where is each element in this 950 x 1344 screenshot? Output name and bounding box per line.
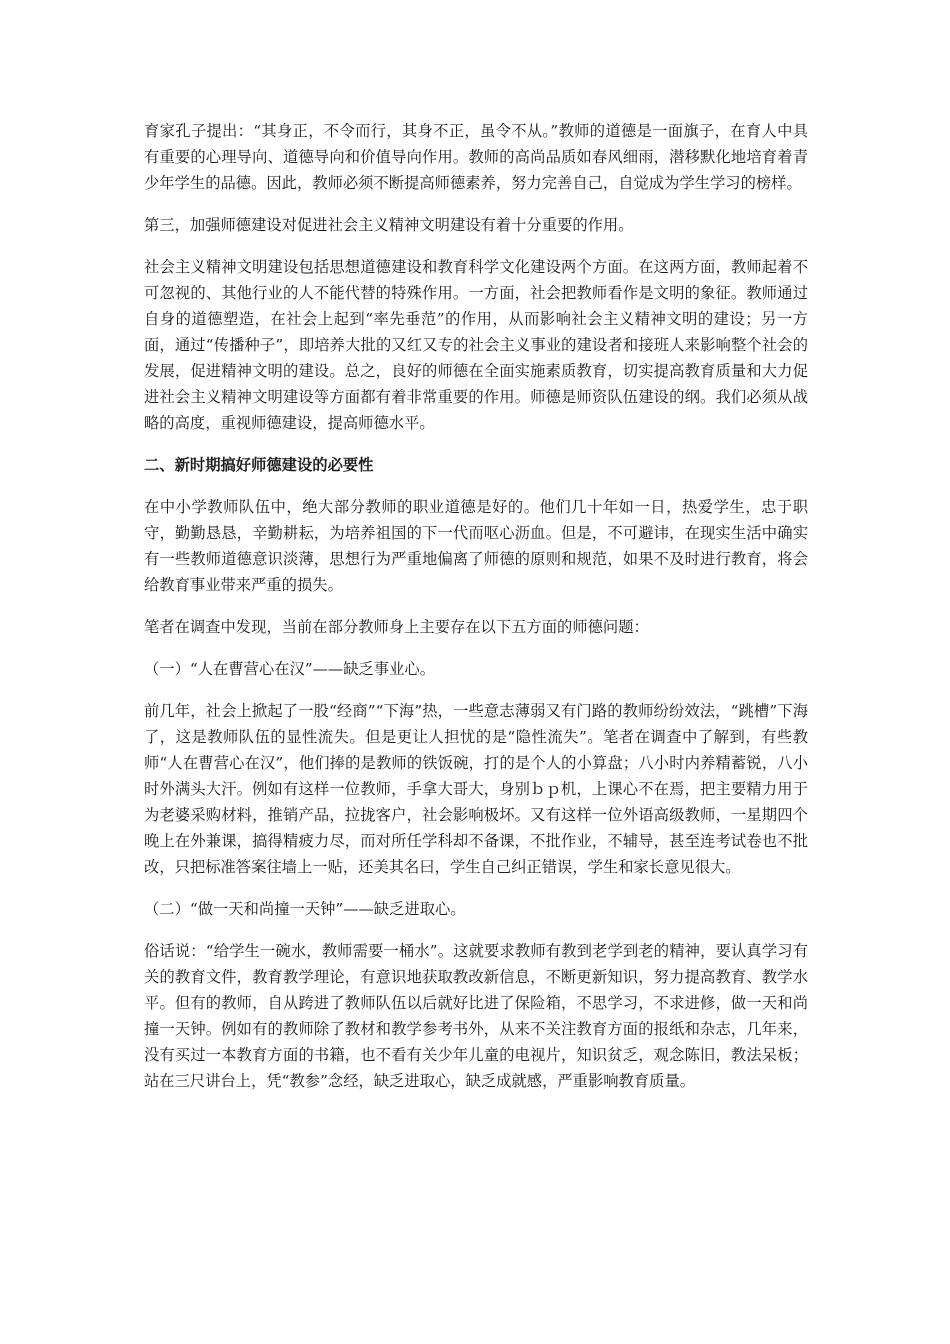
paragraph-survey-findings: 笔者在调查中发现，当前在部分教师身上主要存在以下五方面的师德问题： bbox=[144, 618, 649, 636]
paragraph-teacher-ranks: 在中小学教师队伍中，绝大部分教师的职业道德是好的。他们几十年如一日，热爱学生，忠于职守，勤勤恳恳，辛勤耕耘，为培养祖国的下一代而呕心沥血。但是，不可避讳，在现实生活中确实有一些教师道德意识淡薄，思想行为严重地偏离了师德的原则和规范，如果不及时进行教育，将会给教育事业带来严重的损失。 bbox=[144, 498, 808, 594]
paragraph-hidden-loss: 前几年，社会上掀起了一股“经商”“下海”热，一些意志薄弱又有门路的教师纷纷效法，“跳槽”下海了，这是教师队伍的显性流失。但是更让人担忧的是“隐性流失”。笔者在调查中了解到，有些教师“人在曹营心在汉”，他们捧的是教师的铁饭碗，打的是个人的小算盘；八小时内养精蓄锐，八小时外满头大汗。例如有这样一位教师，手拿大哥大，身别ｂｐ机，上课心不在焉，把主要精力用于为老婆采购材料，推销产品，拉拢客户，社会影响极坏。又有这样一位外语高级教师，一星期四个晚上在外兼课，搞得精疲力尽，而对所任学科却不备课，不批作业，不辅导，甚至连考试卷也不批改，只把标准答案往墙上一贴，还美其名曰，学生自己纠正错误，学生和家长意见很大。 bbox=[144, 702, 808, 876]
subheading-two: （二）“做一天和尚撞一天钟”——缺乏进取心。 bbox=[144, 900, 466, 918]
paragraph-confucius: 育家孔子提出：“其身正，不令而行，其身不正，虽令不从。”教师的道德是一面旗子，在育人中具有重要的心理导向、道德导向和价值导向作用。教师的高尚品质如春风细雨，潜移默化地培育着青少年学生的品德。因此，教师必须不断提高师德素养，努力完善自己，自觉成为学生学习的榜样。 bbox=[144, 122, 808, 192]
paragraph-spiritual-civilization: 社会主义精神文明建设包括思想道德建设和教育科学文化建设两个方面。在这两方面，教师起着不可忽视的、其他行业的人不能代替的特殊作用。一方面，社会把教师看作是文明的象征。教师通过自身的道德塑造，在社会上起到“率先垂范”的作用，从而影响社会主义精神文明的建设；另一方面，通过“传播种子”，即培养大批的又红又专的社会主义事业的建设者和接班人来影响整个社会的发展，促进精神文明的建设。总之，良好的师德在全面实施素质教育，切实提高教育质量和大力促进社会主义精神文明建设等方面都有着非常重要的作用。师德是师资队伍建设的纲。我们必须从战略的高度，重视师德建设，提高师德水平。 bbox=[144, 258, 808, 432]
paragraph-point-three: 第三，加强师德建设对促进社会主义精神文明建设有着十分重要的作用。 bbox=[144, 216, 634, 234]
document-page bbox=[144, 118, 808, 1110]
paragraph-lack-of-progress: 俗话说：“给学生一碗水，教师需要一桶水”。这就要求教师有教到老学到老的精神，要认真学习有关的教育文件，教育教学理论，有意识地获取教改新信息，不断更新知识，努力提高教育、教学水平。但有的教师，自从跨进了教师队伍以后就好比进了保险箱，不思学习，不求进修，做一天和尚撞一天钟。例如有的教师除了教材和教学参考书外，从来不关注教育方面的报纸和杂志，几年来，没有买过一本教育方面的书籍，也不看有关少年儿童的电视片，知识贫乏，观念陈旧，教法呆板；站在三尺讲台上，凭“教参”念经，缺乏进取心，缺乏成就感，严重影响教育质量。 bbox=[144, 942, 808, 1090]
subheading-one: （一）“人在曹营心在汉”——缺乏事业心。 bbox=[144, 660, 435, 678]
section-heading: 二、新时期搞好师德建设的必要性 bbox=[144, 456, 374, 474]
